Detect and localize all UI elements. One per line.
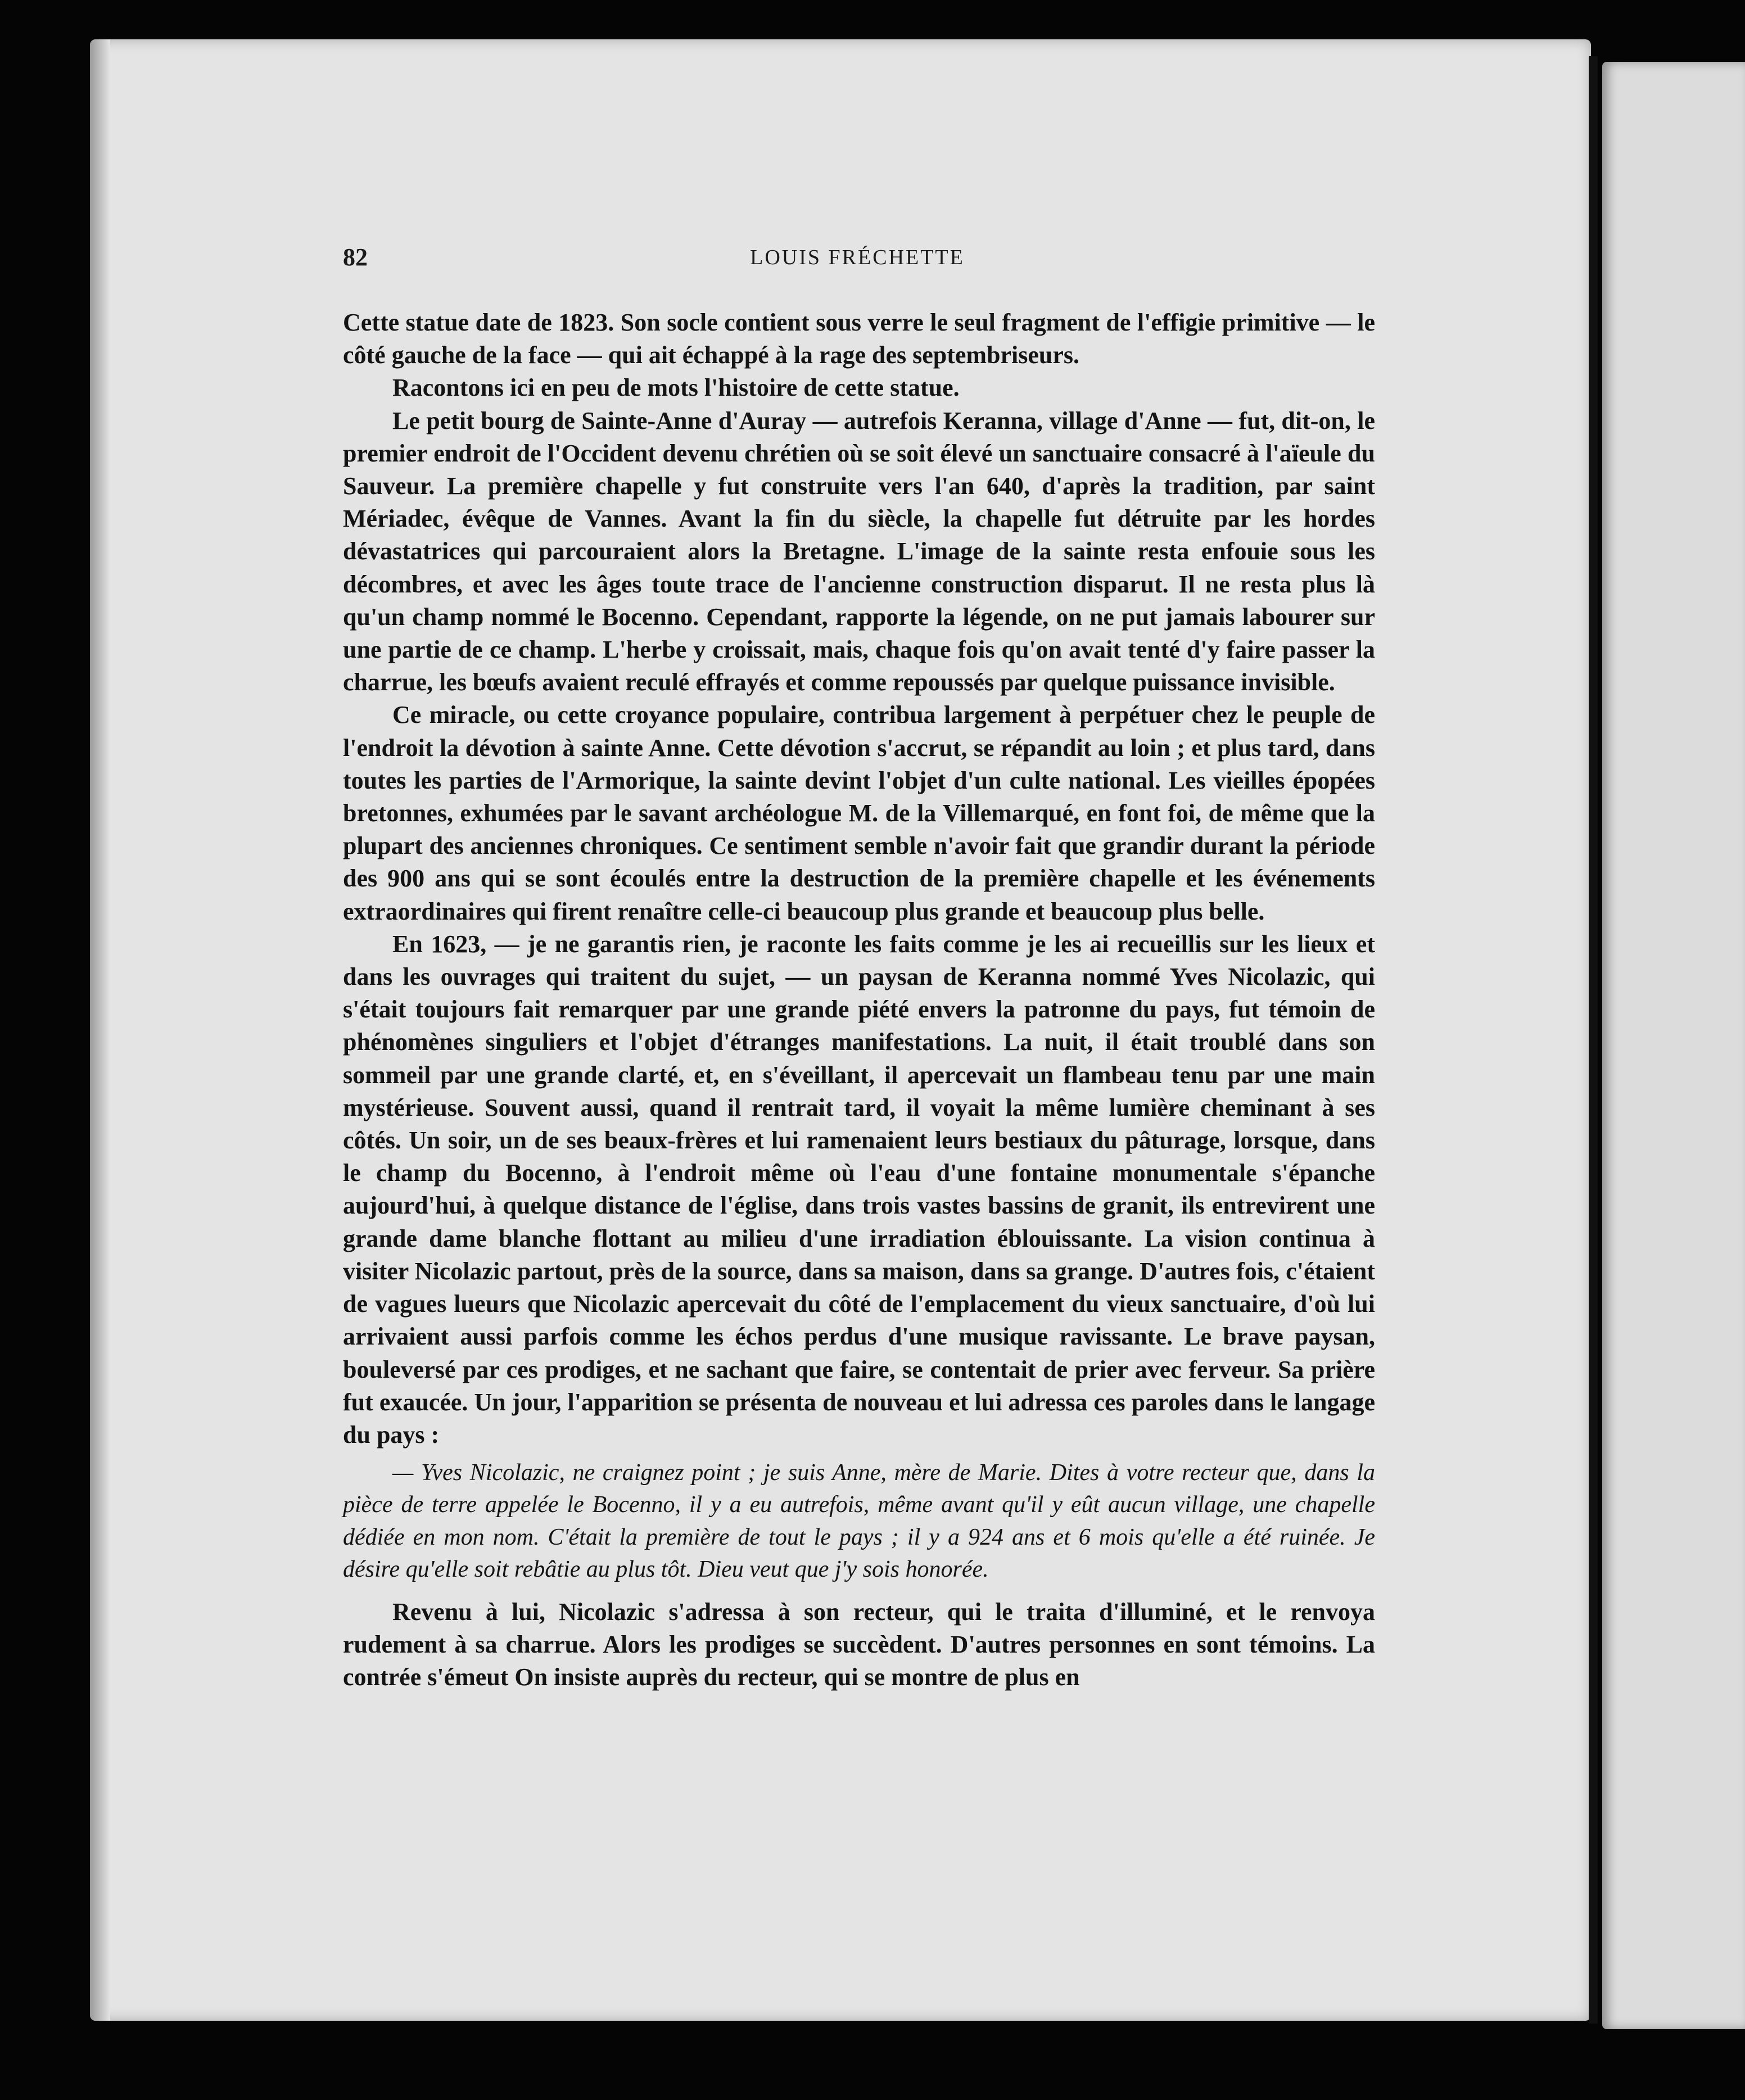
paragraph: Revenu à lui, Nicolazic s'adressa à son recteur, qui le traita d'illuminé, et le renvoya rudement à sa charrue. Alors les prodiges se succèdent. D'autres personnes en sont témoins. La contrée s'émeut On insiste auprès du recteur, qui se montre de plus en (343, 1597, 1375, 1691)
book-spine (1589, 56, 1598, 2024)
running-head: LOUIS FRÉCHETTE (750, 246, 965, 269)
paragraph: En 1623, — je ne garantis rien, je raconte les faits comme je les ai recueillis sur les lieux et dans les ouvrages qui traitent du sujet, — un paysan de Keranna nommé Yves Nicolazic, qui s'était toujours fait remarquer par une grande piété envers la patronne du pays, fut témoin de phénomènes singuliers et l'objet d'étranges manifestations. La nuit, il était troublé dans son sommeil par une grande clarté, et, en s'éveillant, il apercevait un flambeau tenu par une main mystérieuse. Souvent aussi, quand il rentrait tard, il voyait la même lumière cheminant à ses côtés. Un soir, un de ses beaux-frères et lui ramenaient leurs bestiaux du pâturage, lorsque, dans le champ du Bocenno, à l'endroit même où l'eau d'une fontaine monumentale s'épanche aujourd'hui, à quelque distance de l'église, dans trois vastes bassins de granit, ils entrevirent une grande dame blanche flottant au milieu d'une irradiation éblouissante. La vision continua à visiter Nicolazic partout, près de la source, dans sa maison, dans sa grange. D'autres fois, c'étaient de vagues lueurs que Nicolazic apercevait du côté de l'emplacement du vieux sanctuaire, d'où lui arrivaient aussi parfois comme les échos perdus d'une musique ravissante. Le brave paysan, bouleversé par ces prodiges, et ne sachant que faire, se contentait de prier avec ferveur. Sa prière fut exaucée. Un jour, l'apparition se présenta de nouveau et lui adressa ces paroles dans le langage du pays : (343, 930, 1375, 1449)
paragraph: Le petit bourg de Sainte-Anne d'Auray — autrefois Keranna, village d'Anne — fut, dit-on, le premier endroit de l'Occident devenu chrétien où se soit élevé un sanctuaire consacré à l'aïeule du Sauveur. La première chapelle y fut construite vers l'an 640, d'après la tradition, par saint Mériadec, évêque de Vannes. Avant la fin du siècle, la chapelle fut détruite par les hordes dévastatrices qui parcouraient alors la Bretagne. L'image de la sainte resta enfouie sous les décombres, et avec les âges toute trace de l'ancienne construction disparut. Il ne resta plus là qu'un champ nommé le Bocenno. Cependant, rapporte la légende, on ne put jamais labourer sur une partie de ce champ. L'herbe y croissait, mais, chaque fois qu'on avait tenté d'y faire passer la charrue, les bœufs avaient reculé effrayés et comme repoussés par quelque puissance invisible. (343, 406, 1375, 696)
page-number: 82 (343, 243, 368, 271)
facing-page-edge (1602, 62, 1745, 2029)
paragraph: Ce miracle, ou cette croyance populaire, contribua largement à perpétuer chez le peuple de l'endroit la dévotion à sainte Anne. Cette dévotion s'accrut, se répandit au loin ; et plus tard, dans toutes les parties de l'Armorique, la sainte devint l'objet d'un culte national. Les vieilles épopées bretonnes, exhumées par le savant archéologue M. de la Villemarqué, en font foi, de même que la plupart des anciennes chroniques. Ce sentiment semble n'avoir fait que grandir durant la période des 900 ans qui se sont écoulés entre la destruction de la première chapelle et les événements extraordinaires qui firent renaître celle-ci beaucoup plus grande et beaucoup plus belle. (343, 701, 1375, 925)
quoted-speech: — Yves Nicolazic, ne craignez point ; je suis Anne, mère de Marie. Dites à votre recteur que, dans la pièce de terre appelée le Bocenno, il y a eu autrefois, même avant qu'il y eût aucun village, une chapelle dédiée en mon nom. C'était la première de tout le pays ; il y a 924 ans et 6 mois qu'elle a été ruinée. Je désire qu'elle soit rebâtie au plus tôt. Dieu veut que j'y sois honorée. (343, 1460, 1375, 1582)
body-text (343, 306, 1375, 1796)
paragraph: Cette statue date de 1823. Son socle contient sous verre le seul fragment de l'effigie primitive — le côté gauche de la face — qui ait échappé à la rage des septembriseurs. (343, 309, 1375, 369)
paragraph: Racontons ici en peu de mots l'histoire de cette statue. (392, 374, 960, 402)
page-header (343, 243, 1372, 282)
